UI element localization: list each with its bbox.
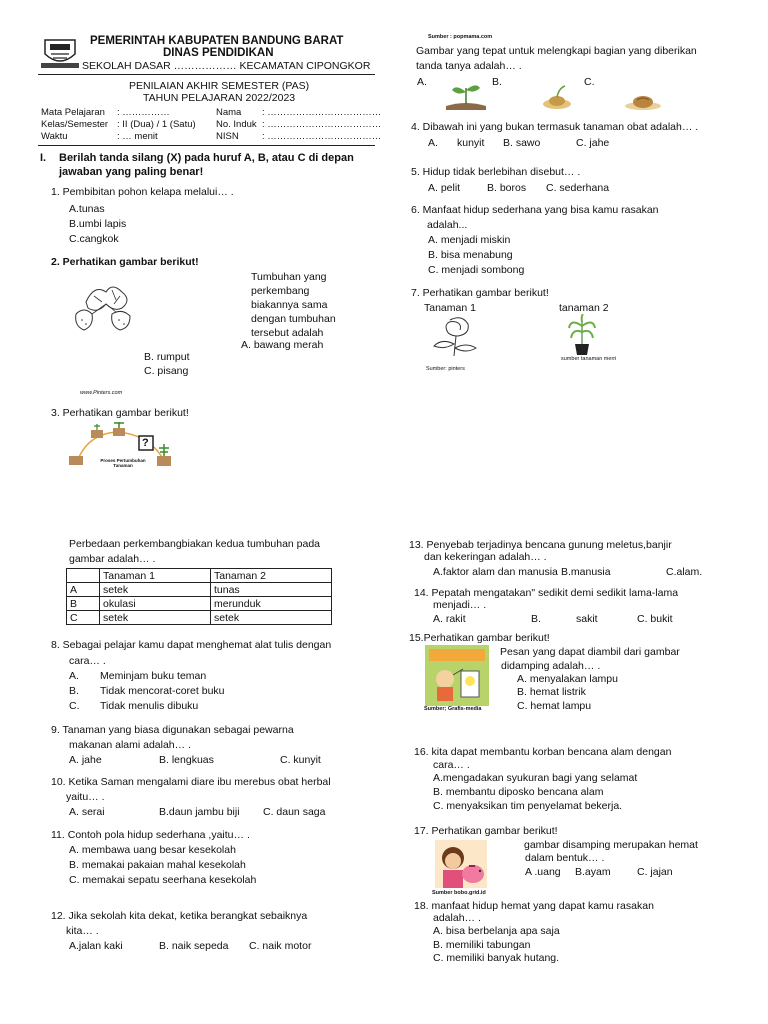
q15-option-c[interactable]: C. hemat lampu [517,700,592,712]
table-cell: okulasi [100,597,211,611]
q8-option-a-key: A. [69,670,79,682]
q18-line1: 18. manfaat hidup hemat yang dapat kamu rasakan [414,900,654,912]
q15-line1: 15.Perhatikan gambar berikut! [409,632,550,644]
q10-line1: 10. Ketika Saman mengalami diare ibu merebus obat herbal [51,776,331,788]
qtop-option-b[interactable]: B. [492,76,502,88]
q3-image-label: Proses Pertumbuhan Tanaman [100,458,146,468]
rose-image [430,314,482,358]
q12-option-c[interactable]: C. naik motor [249,940,312,952]
q14-option-b[interactable]: B. [531,613,541,625]
kelas-value: : II (Dua) / 1 (Satu) [117,119,196,130]
q13-line1: 13. Penyebab terjadinya bencana gunung meletus,banjir [409,539,672,551]
potted-plant-image [567,314,597,356]
q3b-line2: gambar adalah… . [69,553,156,565]
q5-option-b[interactable]: B. boros [487,182,527,194]
q4-option-a[interactable]: A. [428,137,438,149]
q5-line1: 5. Hidup tidak berlebihan disebut… . [411,166,581,178]
q1-question: 1. Pembibitan pohon kelapa melalui… . [51,186,234,198]
section-instruction-2: jawaban yang paling benar! [59,166,204,178]
q15-text-2: didamping adalah… . [501,660,601,672]
q8-line2: cara… . [69,655,106,667]
exam-year: TAHUN PELAJARAN 2022/2023 [143,92,296,104]
table-cell: merunduk [211,597,332,611]
q18-option-b[interactable]: B. memiliki tabungan [433,939,531,951]
q2-option-a[interactable]: A. bawang merah [241,339,324,351]
q16-option-c[interactable]: C. menyaksikan tim penyelamat bekerja. [433,800,623,812]
q9-option-a[interactable]: A. jahe [69,754,102,766]
q8-option-a[interactable]: Meminjam buku teman [100,670,207,682]
header-line1: PEMERINTAH KABUPATEN BANDUNG BARAT [90,35,344,47]
table-header-row [67,569,332,583]
q7-source-2: sumber tanaman merri [561,356,617,362]
nisn-label: NISN [216,131,239,142]
induk-label: No. Induk [216,119,257,130]
table-cell: C [67,611,100,625]
q16-option-a[interactable]: A.mengadakan syukuran bagi yang selamat [433,772,638,784]
q14-option-a[interactable]: A. rakit [433,613,466,625]
nisn-value: : ……………………………… [262,131,382,142]
nama-label: Nama [216,107,242,118]
q11-option-c[interactable]: C. memakai sepatu seerhana kesekolah [69,874,257,886]
q15-text-1: Pesan yang dapat diambil dari gambar [500,646,680,658]
q2-text-4: dengan tumbuhan [251,313,336,325]
qtop-line2: tanda tanya adalah… . [416,60,522,72]
waktu-label: Waktu [41,131,68,142]
q7-plant2-label: tanaman 2 [559,302,609,314]
q12-line1: 12. Jika sekolah kita dekat, ketika berangkat sebaiknya [51,910,308,922]
q2-text-5: tersebut adalah [251,327,324,339]
kelas-label: Kelas/Semester [41,119,109,130]
seed-sprouting-image-b [541,82,575,110]
qtop-option-c[interactable]: C. [584,76,595,88]
child-piggy-bank-image [435,840,487,888]
q10-option-b[interactable]: B.daun jambu biji [159,806,240,818]
q8-line1: 8. Sebagai pelajar kamu dapat menghemat alat tulis dengan [51,639,332,651]
q3b-line1: Perbedaan perkembangbiakan kedua tumbuhan pada [69,538,321,550]
q10-line2: yaitu… . [66,791,105,803]
q14-option-c[interactable]: C. bukit [637,613,673,625]
q2-text-3: biakannya sama [251,299,328,311]
table-cell [67,569,100,583]
q14-line2: menjadi… . [433,599,487,611]
sprout-image-a [444,80,488,110]
q6-option-c[interactable]: C. menjadi sombong [428,264,525,276]
q3-comparison-table [66,568,332,625]
section-instruction-1: Berilah tanda silang (X) pada huruf A, B, atau C di depan [59,152,354,164]
school-logo [41,36,79,70]
q6-line1: 6. Manfaat hidup sederhana yang bisa kamu rasakan [411,204,659,216]
q17-option-b[interactable]: B.ayam [575,866,611,878]
q11-option-b[interactable]: B. memakai pakaian mahal kesekolah [69,859,246,871]
q16-line1: 16. kita dapat membantu korban bencana alam dengan [414,746,672,758]
q2-text-2: perkembang [251,285,310,297]
q17-option-a[interactable]: A .uang [525,866,561,878]
q2-source: www.Pinters.com [80,390,123,396]
qtop-line1: Gambar yang tepat untuk melengkapi bagian yang diberikan [416,45,697,57]
q9-option-c[interactable]: C. kunyit [280,754,321,766]
header-divider [38,74,375,75]
q9-line1: 9. Tanaman yang biasa digunakan sebagai pewarna [51,724,294,736]
q12-option-a[interactable]: A.jalan kaki [69,940,123,952]
q4-option-c[interactable]: C. jahe [576,137,610,149]
q5-option-a[interactable]: A. pelit [428,182,461,194]
q3-question: 3. Perhatikan gambar berikut! [51,407,189,419]
q17-source: Sumber bobo.grid.id [432,890,486,896]
q15-option-b[interactable]: B. hemat listrik [517,686,586,698]
table-cell: setek [100,611,211,625]
table-cell: setek [211,611,332,625]
q7-plant1-label: Tanaman 1 [424,302,476,314]
q9-option-b[interactable]: B. lengkuas [159,754,214,766]
induk-value: : ……………………………… [262,119,382,130]
q7-line1: 7. Perhatikan gambar berikut! [411,287,549,299]
q8-option-c[interactable]: Tidak menulis dibuku [100,700,199,712]
q7-source-1: Sumber: pinters [426,366,465,372]
q15-option-a[interactable]: A. menyalakan lampu [517,673,618,685]
q10-option-a[interactable]: A. serai [69,806,105,818]
table-row[interactable] [67,611,332,625]
q18-line2: adalah… . [433,912,481,924]
q5-option-c[interactable]: C. sederhana [546,182,610,194]
q6-option-b[interactable]: B. bisa menabung [428,249,513,261]
q4-option-b[interactable]: B. sawo [503,137,541,149]
q2-option-b[interactable]: B. rumput [144,351,190,363]
q1-option-c[interactable]: C.cangkok [69,233,119,245]
table-cell: Tanaman 2 [211,569,332,583]
exam-title: PENILAIAN AKHIR SEMESTER (PAS) [129,80,310,92]
nama-value: : ……………………………… [262,107,382,118]
q14-option-b-value[interactable]: sakit [576,613,598,625]
q11-line1: 11. Contoh pola hidup sederhana ,yaitu… . [51,829,250,841]
q9-line2: makanan alami adalah… . [69,739,191,751]
seed-image-c [623,92,663,112]
table-row[interactable] [67,583,332,597]
q13-option-b[interactable]: B.manusia [561,566,611,578]
q1-option-a[interactable]: A.tunas [69,203,105,215]
mapel-value: : …………… [117,107,170,118]
q17-line1: 17. Perhatikan gambar berikut! [414,825,558,837]
q17-text-1: gambar disamping merupakan hemat [524,839,698,851]
qtop-option-a[interactable]: A. [417,76,427,88]
header-line3: SEKOLAH DASAR ……………… KECAMATAN CIPONGKOR [82,60,371,72]
q2-question: 2. Perhatikan gambar berikut! [51,256,199,268]
save-electricity-poster-image [425,645,489,706]
q13-option-a[interactable]: A.faktor alam dan manusia [433,566,558,578]
q10-option-c[interactable]: C. daun saga [263,806,326,818]
table-cell: setek [100,583,211,597]
q17-option-c[interactable]: C. jajan [637,866,673,878]
section-number: I. [40,152,47,164]
q8-option-b[interactable]: Tidak mencorat-coret buku [100,685,225,697]
qtop-source: Sumber : popmama.com [428,34,493,40]
q15-source: Sumber; Grafis-media [424,706,482,712]
q2-option-c[interactable]: C. pisang [144,365,189,377]
header-line2: DINAS PENDIDIKAN [163,47,274,59]
waktu-value: : … menit [117,131,158,142]
q18-option-a[interactable]: A. bisa berbelanja apa saja [433,925,560,937]
q6-line2: adalah... [427,219,468,231]
table-cell: Tanaman 1 [100,569,211,583]
q18-option-c[interactable]: C. memiliki banyak hutang. [433,952,560,964]
q6-option-a[interactable]: A. menjadi miskin [428,234,511,246]
q8-option-b-key: B. [69,685,79,697]
q1-option-b[interactable]: B.umbi lapis [69,218,127,230]
q11-option-a[interactable]: A. membawa uang besar kesekolah [69,844,236,856]
table-cell: tunas [211,583,332,597]
q12-line2: kita… . [66,925,99,937]
q8-option-c-key: C. [69,700,80,712]
q16-line2: cara… . [433,759,470,771]
table-cell: A [67,583,100,597]
q13-line2: dan kekeringan adalah… . [424,551,547,563]
q16-option-b[interactable]: B. membantu diposko bencana alam [433,786,604,798]
q17-text-2: dalam bentuk… . [525,852,605,864]
info-divider [38,145,375,146]
q12-option-b[interactable]: B. naik sepeda [159,940,229,952]
mapel-label: Mata Pelajaran [41,107,105,118]
table-row[interactable] [67,597,332,611]
table-cell: B [67,597,100,611]
q4-line1: 4. Dibawah ini yang bukan termasuk tanaman obat adalah… . [411,121,699,133]
q13-option-c[interactable]: C.alam. [666,566,703,578]
strawberry-plant-image [72,278,136,332]
q3-question-mark: ? [142,437,149,449]
q14-line1: 14. Pepatah mengatakan" sedikit demi sedikit lama-lama [414,587,679,599]
q2-text-1: Tumbuhan yang [251,271,327,283]
q4-option-a-value[interactable]: kunyit [457,137,485,149]
